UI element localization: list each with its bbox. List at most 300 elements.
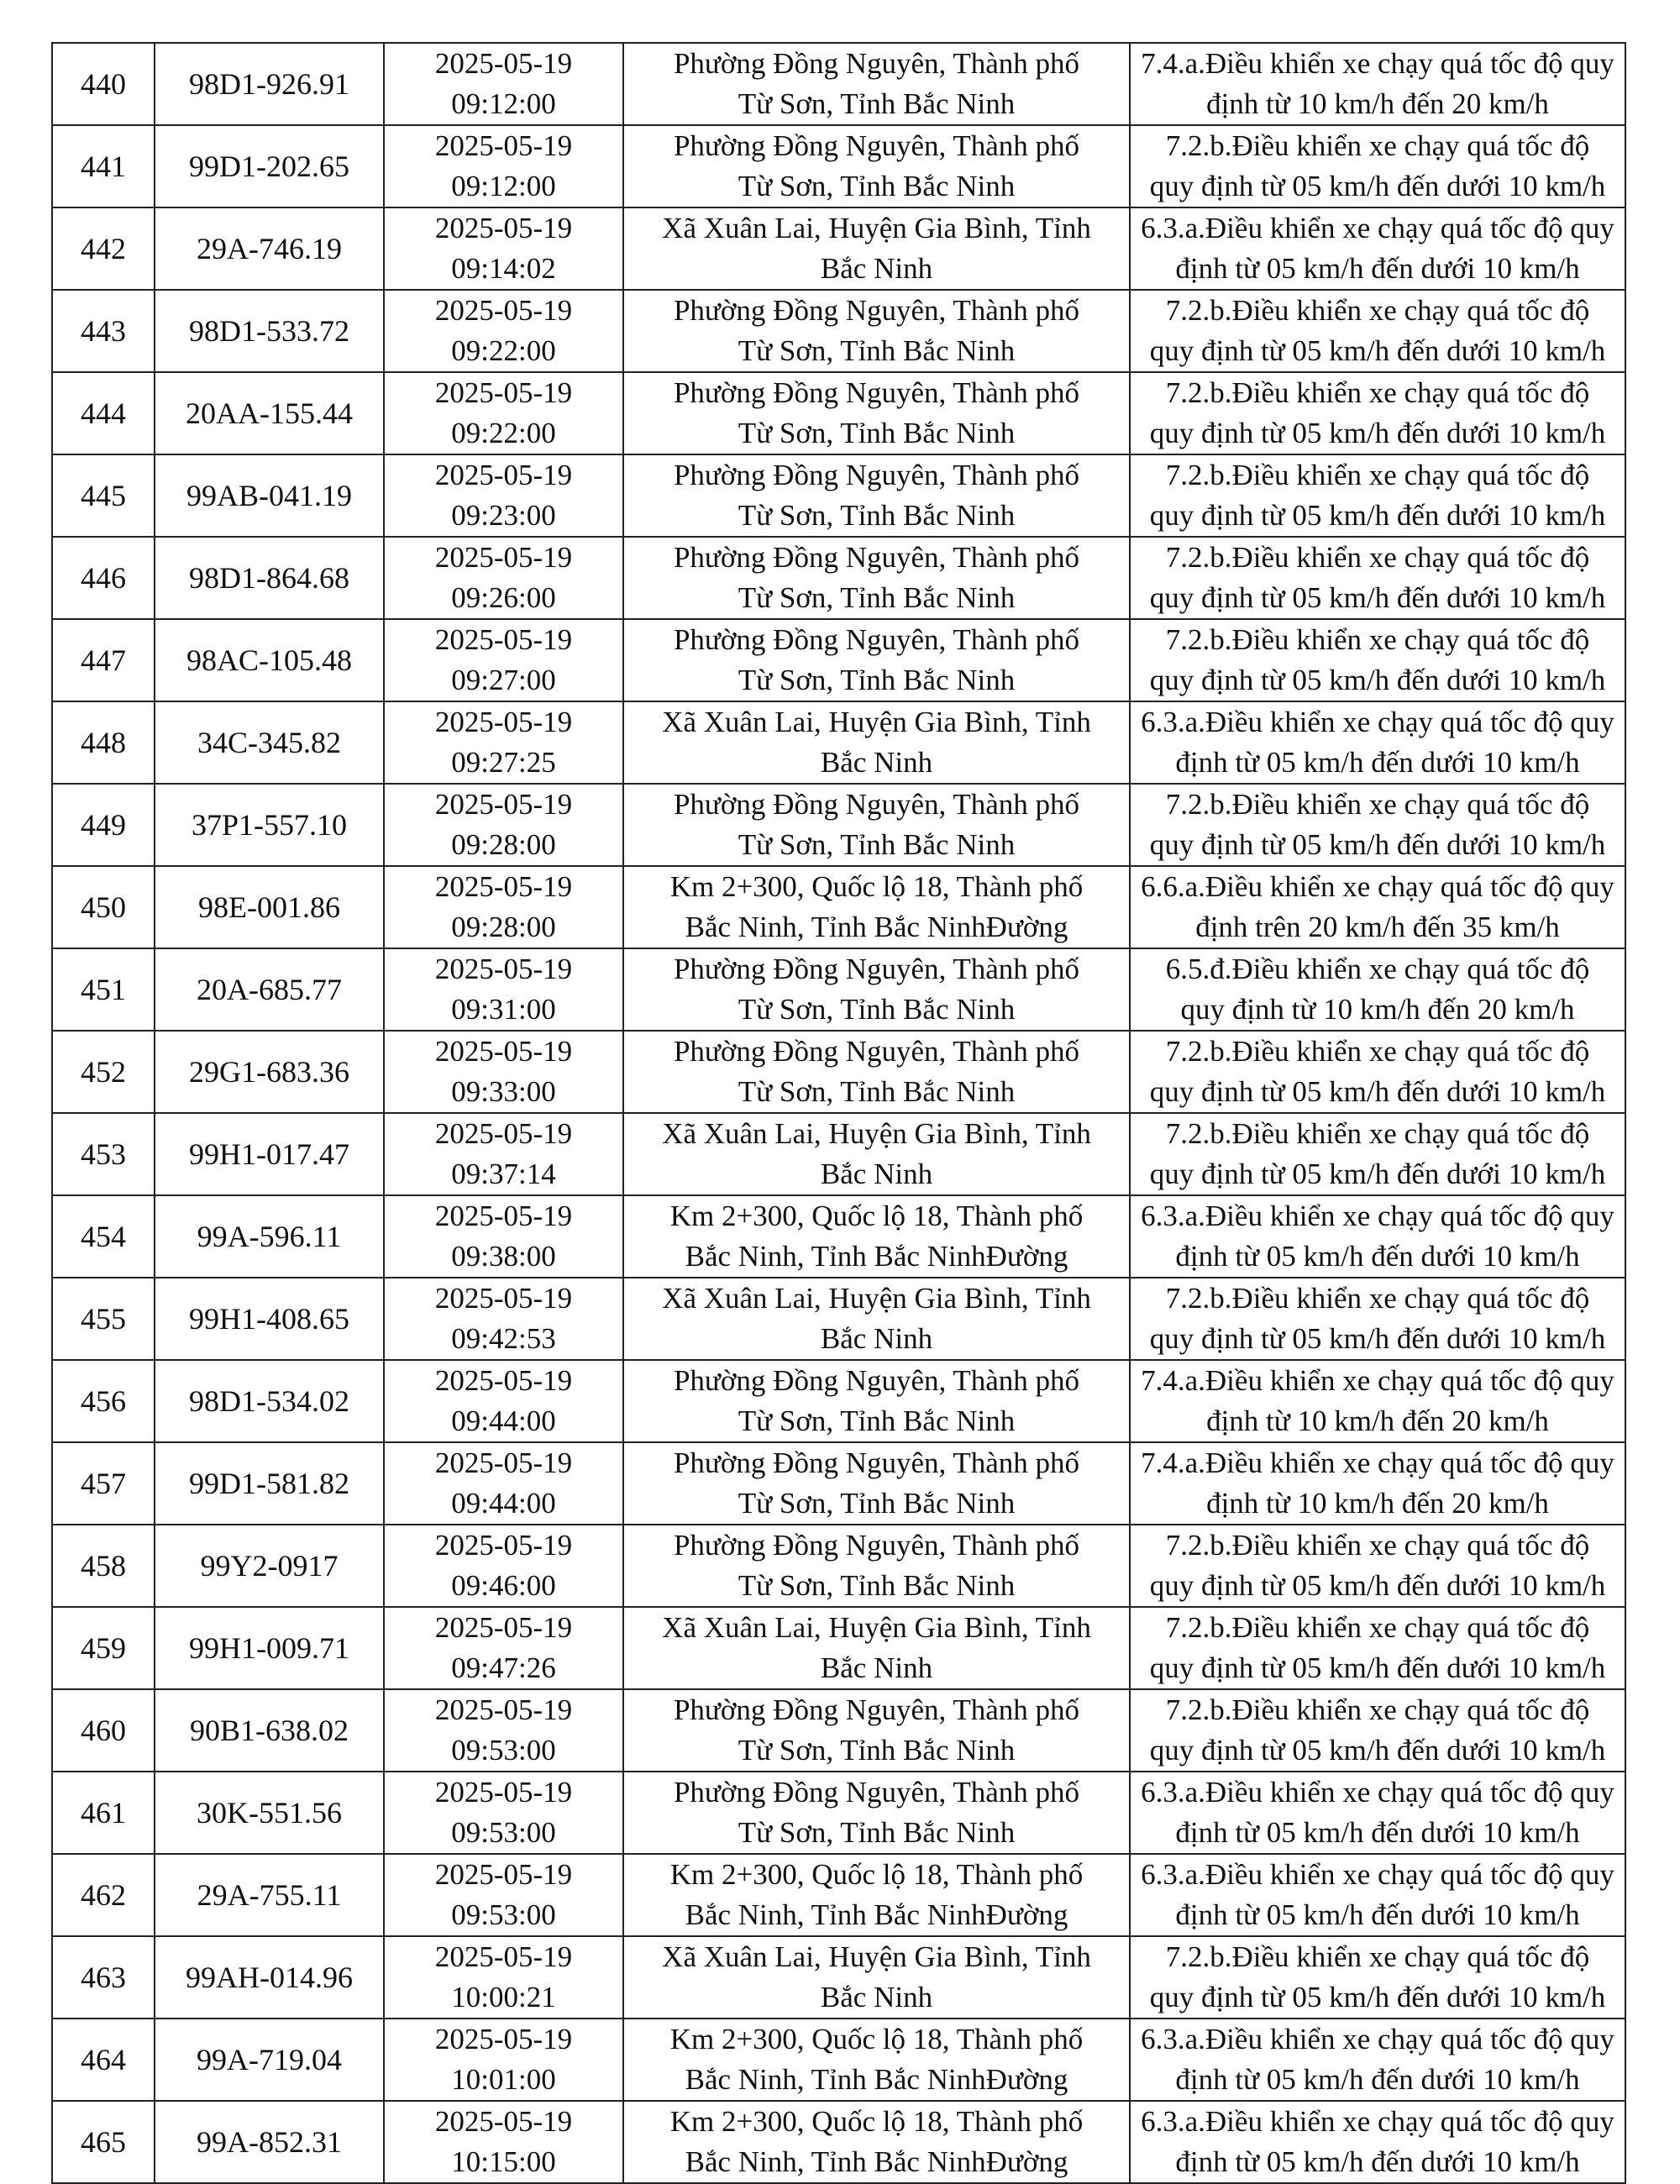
cell-plate	[155, 125, 384, 207]
cell-location	[623, 1195, 1130, 1278]
violation-line: 7.2.b.Điều khiển xe chạy quá tốc độ	[1165, 1693, 1590, 1726]
violation-time: 09:37:14	[451, 1158, 556, 1190]
cell-violation	[1130, 866, 1625, 948]
cell-stt	[52, 454, 155, 537]
violation-time: 09:44:00	[451, 1404, 556, 1437]
license-plate: 99Y2-0917	[200, 1549, 339, 1583]
cell-violation	[1130, 619, 1625, 701]
violation-date: 2025-05-19	[434, 1446, 573, 1479]
row-number: 442	[81, 232, 126, 265]
violation-line: 7.2.b.Điều khiển xe chạy quá tốc độ	[1165, 1035, 1590, 1068]
violation-date: 2025-05-19	[434, 2105, 573, 2138]
row-number: 458	[81, 1549, 126, 1583]
violations-table	[51, 42, 1626, 2184]
location-line: Từ Sơn, Tỉnh Bắc Ninh	[738, 417, 1016, 449]
cell-plate	[155, 454, 384, 537]
location-line: Phường Đồng Nguyên, Thành phố	[673, 541, 1080, 574]
violation-line: quy định từ 05 km/h đến dưới 10 km/h	[1149, 170, 1606, 202]
violation-line: quy định từ 05 km/h đến dưới 10 km/h	[1149, 1322, 1606, 1355]
violation-line: quy định từ 05 km/h đến dưới 10 km/h	[1149, 1075, 1606, 1108]
row-number: 455	[81, 1302, 126, 1336]
violation-time: 09:26:00	[451, 581, 556, 614]
violation-date: 2025-05-19	[434, 1117, 573, 1150]
cell-location	[623, 1031, 1130, 1113]
violation-line: 7.2.b.Điều khiển xe chạy quá tốc độ	[1165, 788, 1590, 821]
license-plate: 98D1-864.68	[189, 561, 349, 595]
cell-stt	[52, 948, 155, 1031]
license-plate: 98D1-926.91	[189, 67, 349, 101]
violation-line: quy định từ 05 km/h đến dưới 10 km/h	[1149, 499, 1606, 532]
location-line: Từ Sơn, Tỉnh Bắc Ninh	[738, 581, 1016, 614]
table-row	[52, 619, 1625, 701]
table-row	[52, 537, 1625, 619]
violation-line: 6.6.a.Điều khiển xe chạy quá tốc độ quy	[1141, 870, 1614, 903]
location-line: Phường Đồng Nguyên, Thành phố	[673, 788, 1080, 821]
cell-location	[623, 1525, 1130, 1607]
violation-date: 2025-05-19	[434, 870, 573, 903]
cell-violation	[1130, 948, 1625, 1031]
cell-stt	[52, 1195, 155, 1278]
cell-violation	[1130, 1607, 1625, 1689]
violation-time: 09:22:00	[451, 417, 556, 449]
cell-plate	[155, 619, 384, 701]
location-line: Phường Đồng Nguyên, Thành phố	[673, 294, 1080, 327]
location-line: Xã Xuân Lai, Huyện Gia Bình, Tỉnh	[662, 1282, 1091, 1315]
cell-violation	[1130, 372, 1625, 454]
violation-line: 6.3.a.Điều khiển xe chạy quá tốc độ quy	[1141, 2105, 1614, 2138]
location-line: Từ Sơn, Tỉnh Bắc Ninh	[738, 170, 1016, 202]
violation-line: 7.4.a.Điều khiển xe chạy quá tốc độ quy	[1141, 1446, 1614, 1479]
violation-time: 09:53:00	[451, 1816, 556, 1849]
violation-time: 09:28:00	[451, 911, 556, 943]
license-plate: 99A-719.04	[197, 2043, 342, 2076]
cell-violation	[1130, 1689, 1625, 1772]
cell-location	[623, 1772, 1130, 1854]
violation-date: 2025-05-19	[434, 1940, 573, 1973]
table-row	[52, 1442, 1625, 1525]
license-plate: 37P1-557.10	[191, 808, 347, 842]
cell-datetime	[384, 1772, 623, 1854]
violation-line: quy định từ 05 km/h đến dưới 10 km/h	[1149, 334, 1606, 367]
license-plate: 98D1-533.72	[189, 314, 349, 348]
cell-location	[623, 784, 1130, 866]
cell-stt	[52, 1442, 155, 1525]
table-row	[52, 1772, 1625, 1854]
cell-plate	[155, 784, 384, 866]
location-line: Bắc Ninh	[820, 1651, 933, 1684]
violation-line: định từ 05 km/h đến dưới 10 km/h	[1175, 2063, 1580, 2096]
row-number: 447	[81, 643, 126, 677]
violation-line: định từ 05 km/h đến dưới 10 km/h	[1175, 2145, 1580, 2178]
table-row	[52, 701, 1625, 784]
cell-location	[623, 1607, 1130, 1689]
violation-line: quy định từ 05 km/h đến dưới 10 km/h	[1149, 417, 1606, 449]
table-row	[52, 1278, 1625, 1360]
cell-location	[623, 619, 1130, 701]
table-row	[52, 1360, 1625, 1442]
location-line: Bắc Ninh, Tỉnh Bắc NinhĐường	[685, 911, 1068, 943]
cell-plate	[155, 1772, 384, 1854]
cell-location	[623, 2019, 1130, 2101]
location-line: Bắc Ninh	[820, 252, 933, 285]
violation-date: 2025-05-19	[434, 541, 573, 574]
cell-plate	[155, 866, 384, 948]
table-row	[52, 1031, 1625, 1113]
violation-line: định từ 05 km/h đến dưới 10 km/h	[1175, 746, 1580, 779]
location-line: Km 2+300, Quốc lộ 18, Thành phố	[669, 1200, 1084, 1232]
location-line: Từ Sơn, Tỉnh Bắc Ninh	[738, 1734, 1016, 1767]
cell-plate	[155, 2019, 384, 2101]
license-plate: 99D1-581.82	[189, 1467, 349, 1500]
cell-datetime	[384, 290, 623, 372]
violation-line: quy định từ 05 km/h đến dưới 10 km/h	[1149, 1981, 1606, 2013]
license-plate: 99A-852.31	[197, 2125, 342, 2159]
license-plate: 99H1-017.47	[189, 1137, 349, 1171]
violation-line: quy định từ 05 km/h đến dưới 10 km/h	[1149, 1569, 1606, 1602]
cell-stt	[52, 1854, 155, 1936]
violation-line: quy định từ 05 km/h đến dưới 10 km/h	[1149, 664, 1606, 696]
cell-violation	[1130, 1031, 1625, 1113]
cell-violation	[1130, 1525, 1625, 1607]
cell-datetime	[384, 866, 623, 948]
license-plate: 99AB-041.19	[186, 479, 352, 512]
location-line: Km 2+300, Quốc lộ 18, Thành phố	[669, 1858, 1084, 1891]
violation-line: định từ 10 km/h đến 20 km/h	[1206, 1404, 1549, 1437]
cell-plate	[155, 1442, 384, 1525]
violation-line: 6.3.a.Điều khiển xe chạy quá tốc độ quy	[1141, 706, 1614, 738]
cell-datetime	[384, 1936, 623, 2019]
violation-line: 7.2.b.Điều khiển xe chạy quá tốc độ	[1165, 1529, 1590, 1562]
cell-datetime	[384, 537, 623, 619]
cell-stt	[52, 207, 155, 290]
cell-violation	[1130, 1113, 1625, 1195]
cell-stt	[52, 1607, 155, 1689]
license-plate: 99A-596.11	[197, 1220, 342, 1253]
violation-time: 10:01:00	[451, 2063, 556, 2096]
cell-datetime	[384, 1031, 623, 1113]
cell-violation	[1130, 1936, 1625, 2019]
violation-date: 2025-05-19	[434, 1035, 573, 1068]
violation-time: 09:44:00	[451, 1487, 556, 1520]
location-line: Phường Đồng Nguyên, Thành phố	[673, 376, 1080, 409]
violation-line: 7.2.b.Điều khiển xe chạy quá tốc độ	[1165, 376, 1590, 409]
cell-violation	[1130, 784, 1625, 866]
violation-time: 09:38:00	[451, 1240, 556, 1273]
table-row	[52, 372, 1625, 454]
cell-plate	[155, 290, 384, 372]
violation-time: 09:23:00	[451, 499, 556, 532]
cell-stt	[52, 1689, 155, 1772]
location-line: Km 2+300, Quốc lộ 18, Thành phố	[669, 2105, 1084, 2138]
violation-date: 2025-05-19	[434, 1364, 573, 1397]
cell-stt	[52, 2101, 155, 2183]
violation-time: 09:12:00	[451, 87, 556, 120]
row-number: 451	[81, 973, 126, 1006]
violation-date: 2025-05-19	[434, 623, 573, 656]
cell-violation	[1130, 454, 1625, 537]
license-plate: 30K-551.56	[197, 1796, 342, 1830]
table-row	[52, 784, 1625, 866]
violation-line: 7.2.b.Điều khiển xe chạy quá tốc độ	[1165, 459, 1590, 491]
cell-stt	[52, 701, 155, 784]
violation-date: 2025-05-19	[434, 1282, 573, 1315]
cell-stt	[52, 43, 155, 125]
location-line: Bắc Ninh	[820, 746, 933, 779]
row-number: 460	[81, 1714, 126, 1747]
license-plate: 99H1-009.71	[189, 1631, 349, 1665]
table-row	[52, 1936, 1625, 2019]
table-row	[52, 1525, 1625, 1607]
violation-line: định từ 10 km/h đến 20 km/h	[1206, 87, 1549, 120]
row-number: 441	[81, 150, 126, 183]
violation-line: quy định từ 10 km/h đến 20 km/h	[1180, 993, 1575, 1026]
cell-plate	[155, 372, 384, 454]
table-row	[52, 454, 1625, 537]
location-line: Phường Đồng Nguyên, Thành phố	[673, 1693, 1080, 1726]
cell-stt	[52, 619, 155, 701]
license-plate: 29A-755.11	[197, 1878, 342, 1912]
cell-plate	[155, 1525, 384, 1607]
violation-line: 7.2.b.Điều khiển xe chạy quá tốc độ	[1165, 541, 1590, 574]
cell-violation	[1130, 1278, 1625, 1360]
location-line: Từ Sơn, Tỉnh Bắc Ninh	[738, 87, 1016, 120]
location-line: Xã Xuân Lai, Huyện Gia Bình, Tỉnh	[662, 1940, 1091, 1973]
violation-line: 7.4.a.Điều khiển xe chạy quá tốc độ quy	[1141, 47, 1614, 80]
cell-datetime	[384, 1607, 623, 1689]
violation-date: 2025-05-19	[434, 459, 573, 491]
cell-location	[623, 207, 1130, 290]
license-plate: 34C-345.82	[197, 726, 341, 759]
cell-violation	[1130, 1442, 1625, 1525]
row-number: 449	[81, 808, 126, 842]
cell-datetime	[384, 1525, 623, 1607]
cell-datetime	[384, 2019, 623, 2101]
violation-time: 09:33:00	[451, 1075, 556, 1108]
location-line: Bắc Ninh	[820, 1981, 933, 2013]
location-line: Phường Đồng Nguyên, Thành phố	[673, 1364, 1080, 1397]
cell-stt	[52, 866, 155, 948]
cell-plate	[155, 701, 384, 784]
cell-datetime	[384, 1360, 623, 1442]
location-line: Phường Đồng Nguyên, Thành phố	[673, 1035, 1080, 1068]
location-line: Phường Đồng Nguyên, Thành phố	[673, 47, 1080, 80]
row-number: 459	[81, 1631, 126, 1665]
license-plate: 99D1-202.65	[189, 150, 349, 183]
cell-plate	[155, 207, 384, 290]
violation-line: 7.2.b.Điều khiển xe chạy quá tốc độ	[1165, 294, 1590, 327]
table-row	[52, 207, 1625, 290]
violation-line: định từ 05 km/h đến dưới 10 km/h	[1175, 1816, 1580, 1849]
violation-line: 7.2.b.Điều khiển xe chạy quá tốc độ	[1165, 1611, 1590, 1644]
cell-datetime	[384, 619, 623, 701]
cell-plate	[155, 537, 384, 619]
violation-time: 09:27:25	[451, 746, 556, 779]
violation-line: định từ 05 km/h đến dưới 10 km/h	[1175, 252, 1580, 285]
violation-date: 2025-05-19	[434, 376, 573, 409]
violation-line: 6.3.a.Điều khiển xe chạy quá tốc độ quy	[1141, 212, 1614, 244]
cell-datetime	[384, 1442, 623, 1525]
location-line: Xã Xuân Lai, Huyện Gia Bình, Tỉnh	[662, 1117, 1091, 1150]
violation-time: 09:53:00	[451, 1734, 556, 1767]
cell-violation	[1130, 2101, 1625, 2183]
location-line: Bắc Ninh, Tỉnh Bắc NinhĐường	[685, 2063, 1068, 2096]
violation-date: 2025-05-19	[434, 2023, 573, 2055]
row-number: 461	[81, 1796, 126, 1830]
location-line: Bắc Ninh, Tỉnh Bắc NinhĐường	[685, 1240, 1068, 1273]
cell-location	[623, 1854, 1130, 1936]
location-line: Từ Sơn, Tỉnh Bắc Ninh	[738, 1816, 1016, 1849]
violation-line: quy định từ 05 km/h đến dưới 10 km/h	[1149, 828, 1606, 861]
cell-plate	[155, 1607, 384, 1689]
cell-datetime	[384, 43, 623, 125]
cell-violation	[1130, 1360, 1625, 1442]
row-number: 463	[81, 1961, 126, 1994]
cell-datetime	[384, 784, 623, 866]
violation-date: 2025-05-19	[434, 1611, 573, 1644]
cell-location	[623, 1689, 1130, 1772]
cell-stt	[52, 537, 155, 619]
table-row	[52, 866, 1625, 948]
row-number: 443	[81, 314, 126, 348]
table-row	[52, 290, 1625, 372]
cell-location	[623, 701, 1130, 784]
location-line: Bắc Ninh, Tỉnh Bắc NinhĐường	[685, 2145, 1068, 2178]
violation-time: 09:53:00	[451, 1898, 556, 1931]
location-line: Từ Sơn, Tỉnh Bắc Ninh	[738, 334, 1016, 367]
violation-line: 7.2.b.Điều khiển xe chạy quá tốc độ	[1165, 1282, 1590, 1315]
cell-stt	[52, 125, 155, 207]
cell-stt	[52, 1031, 155, 1113]
location-line: Từ Sơn, Tỉnh Bắc Ninh	[738, 1569, 1016, 1602]
violation-time: 09:31:00	[451, 993, 556, 1026]
cell-location	[623, 1360, 1130, 1442]
cell-stt	[52, 372, 155, 454]
cell-plate	[155, 1360, 384, 1442]
cell-stt	[52, 784, 155, 866]
cell-datetime	[384, 454, 623, 537]
location-line: Xã Xuân Lai, Huyện Gia Bình, Tỉnh	[662, 1611, 1091, 1644]
table-row	[52, 1607, 1625, 1689]
violation-line: 7.2.b.Điều khiển xe chạy quá tốc độ	[1165, 623, 1590, 656]
violation-line: 6.5.đ.Điều khiển xe chạy quá tốc độ	[1165, 953, 1590, 985]
cell-stt	[52, 2019, 155, 2101]
location-line: Từ Sơn, Tỉnh Bắc Ninh	[738, 499, 1016, 532]
location-line: Km 2+300, Quốc lộ 18, Thành phố	[669, 2023, 1084, 2055]
violation-line: quy định từ 05 km/h đến dưới 10 km/h	[1149, 1651, 1606, 1684]
cell-location	[623, 1442, 1130, 1525]
row-number: 462	[81, 1878, 126, 1912]
violation-time: 09:47:26	[451, 1651, 556, 1684]
table-row	[52, 2101, 1625, 2183]
cell-plate	[155, 2101, 384, 2183]
violation-date: 2025-05-19	[434, 1776, 573, 1809]
violation-line: quy định từ 05 km/h đến dưới 10 km/h	[1149, 1734, 1606, 1767]
cell-datetime	[384, 1113, 623, 1195]
violation-time: 09:14:02	[451, 252, 556, 285]
row-number: 464	[81, 2043, 126, 2076]
row-number: 445	[81, 479, 126, 512]
violation-time: 09:12:00	[451, 170, 556, 202]
cell-stt	[52, 1936, 155, 2019]
violation-date: 2025-05-19	[434, 294, 573, 327]
row-number: 456	[81, 1384, 126, 1418]
location-line: Phường Đồng Nguyên, Thành phố	[673, 459, 1080, 491]
cell-location	[623, 948, 1130, 1031]
location-line: Từ Sơn, Tỉnh Bắc Ninh	[738, 828, 1016, 861]
violation-line: 6.3.a.Điều khiển xe chạy quá tốc độ quy	[1141, 2023, 1614, 2055]
row-number: 454	[81, 1220, 126, 1253]
license-plate: 98D1-534.02	[189, 1384, 349, 1418]
row-number: 440	[81, 67, 126, 101]
location-line: Xã Xuân Lai, Huyện Gia Bình, Tỉnh	[662, 212, 1091, 244]
violation-time: 09:46:00	[451, 1569, 556, 1602]
row-number: 448	[81, 726, 126, 759]
cell-datetime	[384, 1689, 623, 1772]
table-row	[52, 1689, 1625, 1772]
cell-location	[623, 454, 1130, 537]
violation-line: 7.2.b.Điều khiển xe chạy quá tốc độ	[1165, 1940, 1590, 1973]
cell-plate	[155, 1031, 384, 1113]
location-line: Từ Sơn, Tỉnh Bắc Ninh	[738, 993, 1016, 1026]
violation-time: 10:00:21	[451, 1981, 556, 2013]
cell-location	[623, 1278, 1130, 1360]
cell-violation	[1130, 43, 1625, 125]
violation-line: định từ 10 km/h đến 20 km/h	[1206, 1487, 1549, 1520]
cell-datetime	[384, 372, 623, 454]
cell-violation	[1130, 537, 1625, 619]
violation-time: 09:27:00	[451, 664, 556, 696]
location-line: Km 2+300, Quốc lộ 18, Thành phố	[669, 870, 1084, 903]
cell-plate	[155, 1195, 384, 1278]
violation-date: 2025-05-19	[434, 129, 573, 162]
violation-date: 2025-05-19	[434, 1693, 573, 1726]
cell-datetime	[384, 1854, 623, 1936]
table-row	[52, 43, 1625, 125]
table-row	[52, 1854, 1625, 1936]
violation-time: 09:28:00	[451, 828, 556, 861]
cell-plate	[155, 1113, 384, 1195]
row-number: 465	[81, 2125, 126, 2159]
license-plate: 29A-746.19	[197, 232, 342, 265]
license-plate: 29G1-683.36	[189, 1055, 349, 1089]
cell-datetime	[384, 948, 623, 1031]
location-line: Từ Sơn, Tỉnh Bắc Ninh	[738, 1404, 1016, 1437]
table-row	[52, 125, 1625, 207]
location-line: Từ Sơn, Tỉnh Bắc Ninh	[738, 1075, 1016, 1108]
location-line: Bắc Ninh	[820, 1322, 933, 1355]
cell-plate	[155, 43, 384, 125]
violation-time: 09:42:53	[451, 1322, 556, 1355]
license-plate: 99AH-014.96	[186, 1961, 353, 1994]
cell-location	[623, 2101, 1130, 2183]
location-line: Xã Xuân Lai, Huyện Gia Bình, Tỉnh	[662, 706, 1091, 738]
row-number: 453	[81, 1137, 126, 1171]
cell-location	[623, 1113, 1130, 1195]
violation-line: định trên 20 km/h đến 35 km/h	[1195, 911, 1560, 943]
location-line: Phường Đồng Nguyên, Thành phố	[673, 129, 1080, 162]
cell-datetime	[384, 1278, 623, 1360]
violation-line: 7.2.b.Điều khiển xe chạy quá tốc độ	[1165, 129, 1590, 162]
location-line: Từ Sơn, Tỉnh Bắc Ninh	[738, 664, 1016, 696]
row-number: 457	[81, 1467, 126, 1500]
cell-plate	[155, 948, 384, 1031]
cell-plate	[155, 1936, 384, 2019]
cell-location	[623, 1936, 1130, 2019]
cell-location	[623, 372, 1130, 454]
cell-plate	[155, 1278, 384, 1360]
violation-time: 09:22:00	[451, 334, 556, 367]
license-plate: 98E-001.86	[198, 890, 340, 924]
